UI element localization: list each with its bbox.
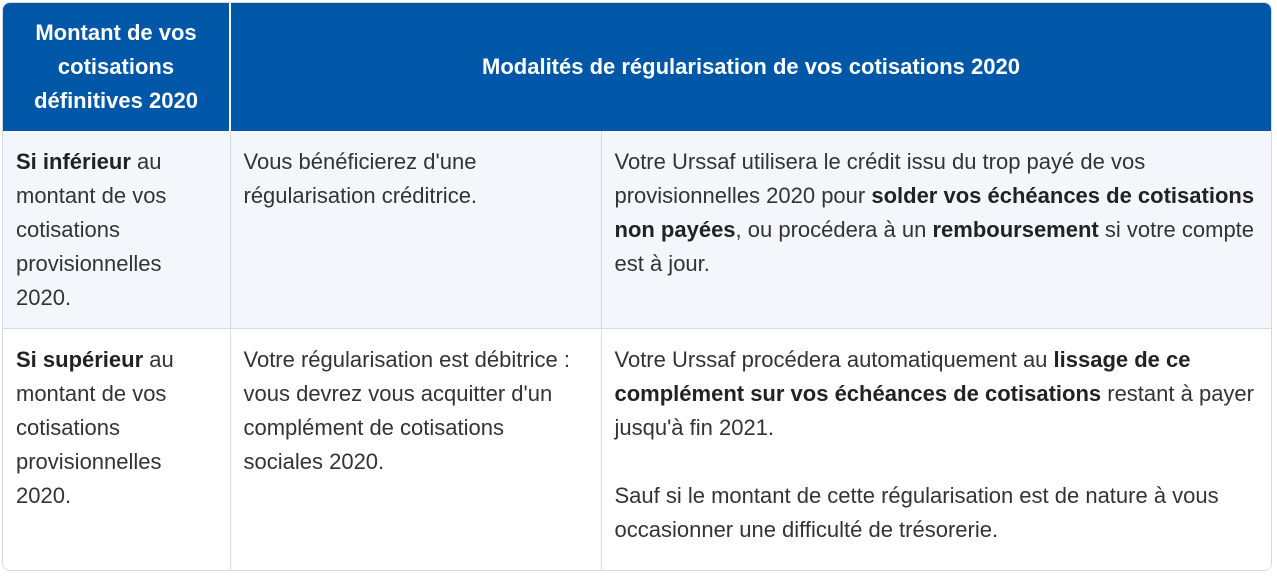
detail-segment: Votre Urssaf procédera automatiquement au <box>614 346 1054 372</box>
detail-cell <box>601 131 1271 328</box>
table-row <box>3 131 1271 328</box>
condition-text: au montant de vos cotisations provisionnelles 2020. <box>16 149 167 310</box>
detail-cell <box>601 328 1271 570</box>
detail-segment: restant à payer jusqu'à fin 2021. <box>614 380 1254 440</box>
detail-paragraph <box>615 145 1260 281</box>
detail-segment-bold: solder vos échéances de cotisations non payées <box>614 183 1255 242</box>
condition-bold: Si supérieur <box>16 346 144 372</box>
detail-note: Sauf si le montant de cette régularisation est de nature à vous occasionner une difficulté de trésorerie. <box>614 482 1219 542</box>
condition-cell <box>3 328 230 570</box>
condition-cell <box>3 131 230 328</box>
detail-segment-bold: lissage de ce complément sur vos échéances de cotisations <box>614 346 1191 406</box>
type-cell: Vous bénéficierez d'une régularisation créditrice. <box>230 131 601 328</box>
detail-paragraph <box>615 343 1260 445</box>
header-montant: Montant de vos cotisations définitives 2020 <box>3 3 230 131</box>
condition-text: au montant de vos cotisations provisionnelles 2020. <box>16 346 174 508</box>
regularisation-table <box>3 3 1271 570</box>
detail-segment: , ou procédera à un <box>735 217 933 242</box>
detail-segment: Votre Urssaf utilisera le crédit issu du trop payé de vos provisionnelles 2020 pour <box>614 149 1146 208</box>
table-header-row <box>3 3 1271 131</box>
regularisation-table-container <box>2 2 1272 571</box>
detail-segment-bold: remboursement <box>932 217 1099 242</box>
condition-bold: Si inférieur <box>16 149 131 174</box>
type-cell: Votre régularisation est débitrice : vous devrez vous acquitter d'un complément de cotisations sociales 2020. <box>230 328 601 570</box>
detail-segment: si votre compte est à jour. <box>614 217 1255 276</box>
table-row <box>3 328 1271 570</box>
header-modalites: Modalités de régularisation de vos cotisations 2020 <box>230 3 1271 131</box>
